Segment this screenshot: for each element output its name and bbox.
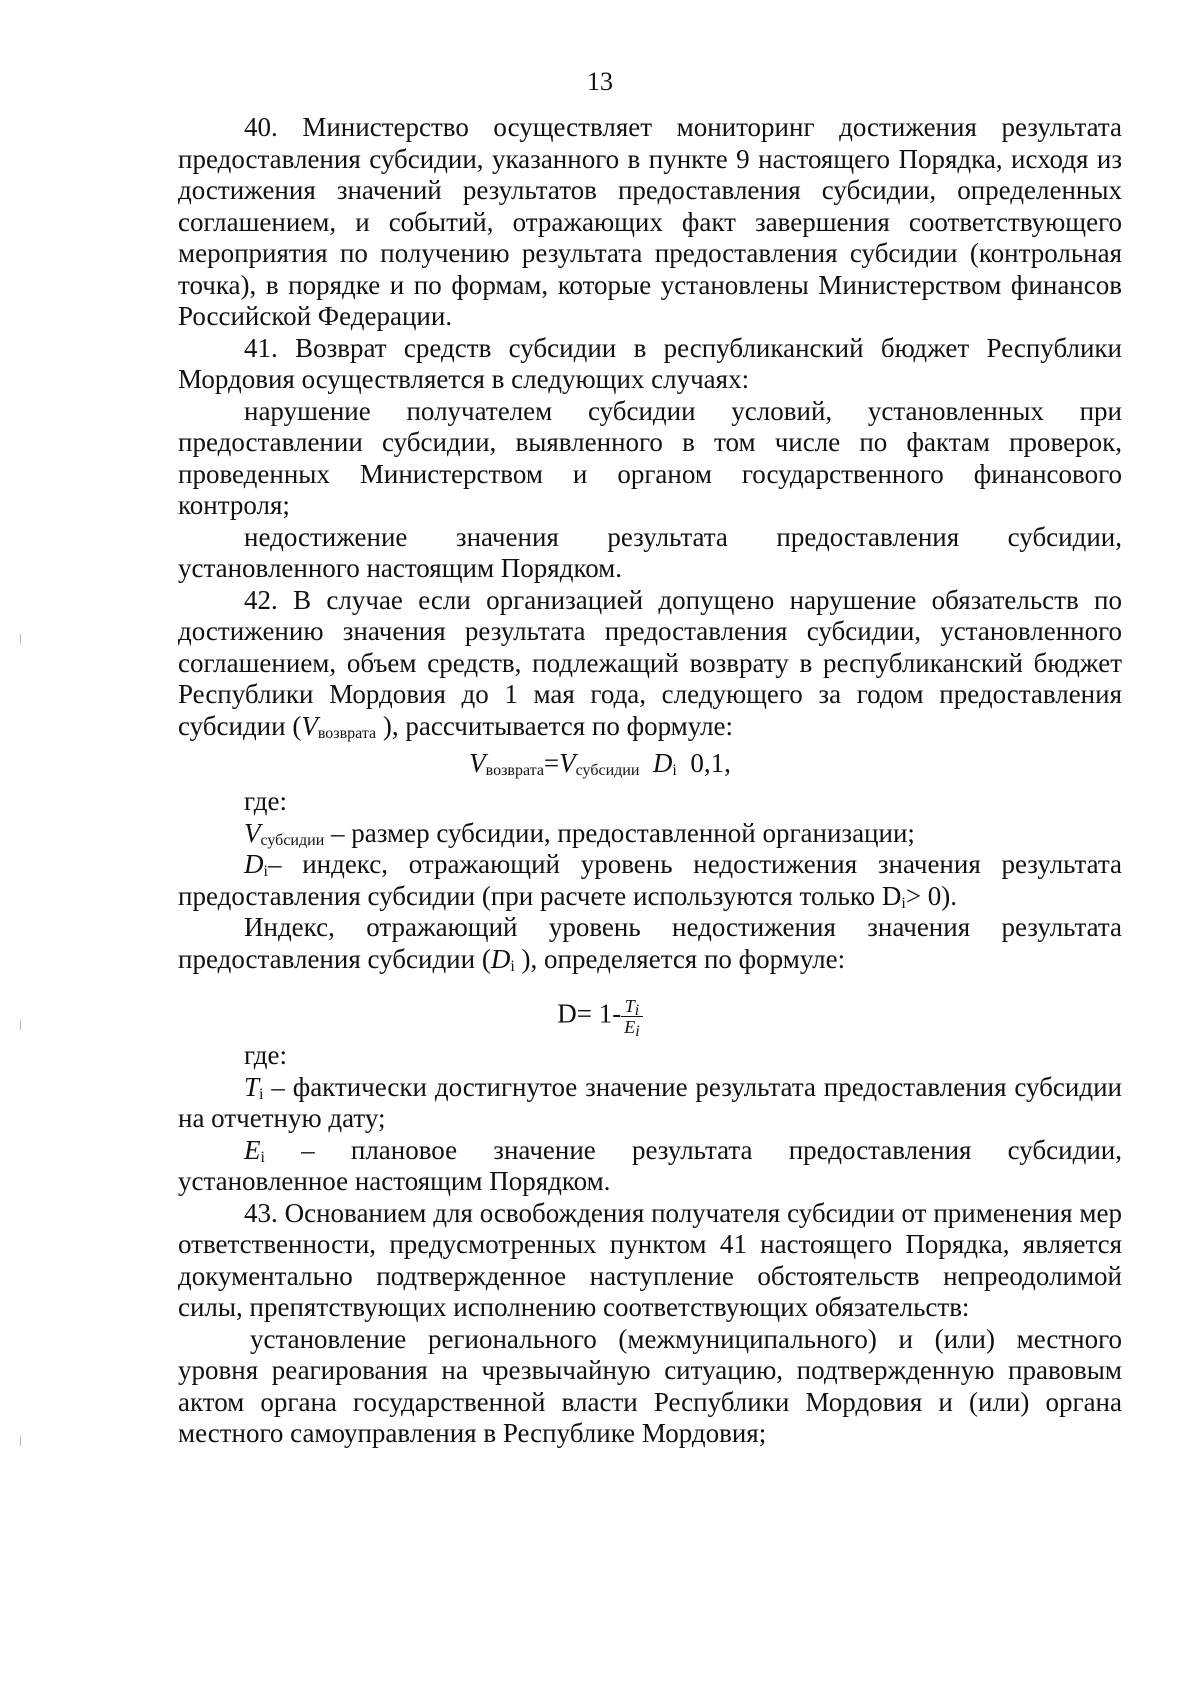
fraction: $\frac{T_i}{E_i}$	[621, 996, 642, 1037]
var-v-return: V	[301, 710, 318, 741]
page-number: 13	[587, 67, 613, 96]
definition-d-index: $D_i-$ индекс, отражающий уровень недостижения значения результата предоставления субсидии (при расчете используются только $D_i> 0$).	[178, 849, 1122, 912]
where-label-2: где:	[244, 1040, 287, 1070]
paragraph-42: 42. В случае если организацией допущено нарушение обязательств по достижению значения результата предоставления субсидии, установленного соглашением, объем средств, подлежащий возврату в республиканский бюджет Республики Мордовия до 1 мая года, следующего за годом предоставления субсидии ($V_{возврата}$ ), рассчитывается по формуле:	[178, 584, 1122, 742]
paragraph-43: 43. Основанием для освобождения получателя субсидии от применения мер ответственности, предусмотренных пунктом 41 настоящего Порядка, является документально подтвержденное наступление обстоятельств непреодолимой силы, препятствующих исполнению соответствующих обязательств:	[178, 1197, 1122, 1322]
paragraph-41: 41. Возврат средств субсидии в республиканский бюджет Республики Мордовия осуществляется в следующих случаях:	[178, 332, 1122, 394]
section-40-41	[178, 112, 1122, 742]
formula-2-definitions	[178, 1040, 1122, 1450]
definition-e: $E_i$ – плановое значение результата предоставления субсидии, установленное настоящим Порядком.	[178, 1134, 1122, 1196]
definition-v-subsidy: $V_{субсидии}$ – размер субсидии, предоставленной организации;	[244, 817, 915, 849]
paragraph-41-case-b: недостижение значения результата предоставления субсидии, установленного настоящим Порядком.	[178, 521, 1122, 583]
paragraph-41-case-a: нарушение получателем субсидии условий, установленных при предоставлении субсидии, выявленного в том числе по фактам проверок, проведенных Министерством и органом государственного финансового контроля;	[178, 395, 1122, 520]
formula-return-amount: $V_{возврата}=V_{субсидии}$ $D_i$ 0,1,	[469, 748, 731, 779]
scan-mark	[20, 634, 21, 644]
where-label: где:	[244, 786, 287, 816]
paragraph-43-case-a: установление регионального (межмуниципального) и (или) местного уровня реагирования на чрезвычайную ситуацию, подтвержденную правовым актом органа государственной власти Республики Мордовия и (или) органа местного самоуправления в Республике Мордовия;	[178, 1323, 1122, 1448]
paragraph-40: 40. Министерство осуществляет мониторинг достижения результата предоставления субсидии, указанного в пункте 9 настоящего Порядка, исходя из достижения значений результатов предоставления субсидии, определенных соглашением, и событий, отражающих факт завершения соответствующего мероприятия по получению результата предоставления субсидии (контрольная точка), в порядке и по формам, которые установлены Министерством финансов Российской Федерации.	[178, 112, 1122, 331]
formula-1-definitions	[178, 786, 1122, 975]
scan-mark	[20, 1020, 21, 1030]
definition-t: $T_i$ – фактически достигнутое значение результата предоставления субсидии на отчетную дату;	[178, 1071, 1122, 1133]
scan-mark	[20, 1436, 21, 1446]
formula-index: D= 1- $\frac{T_i}{E_i}$	[0, 996, 1200, 1037]
index-paragraph: Индекс, отражающий уровень недостижения значения результата предоставления субсидии ($D_i$ ), определяется по формуле:	[178, 912, 1122, 975]
